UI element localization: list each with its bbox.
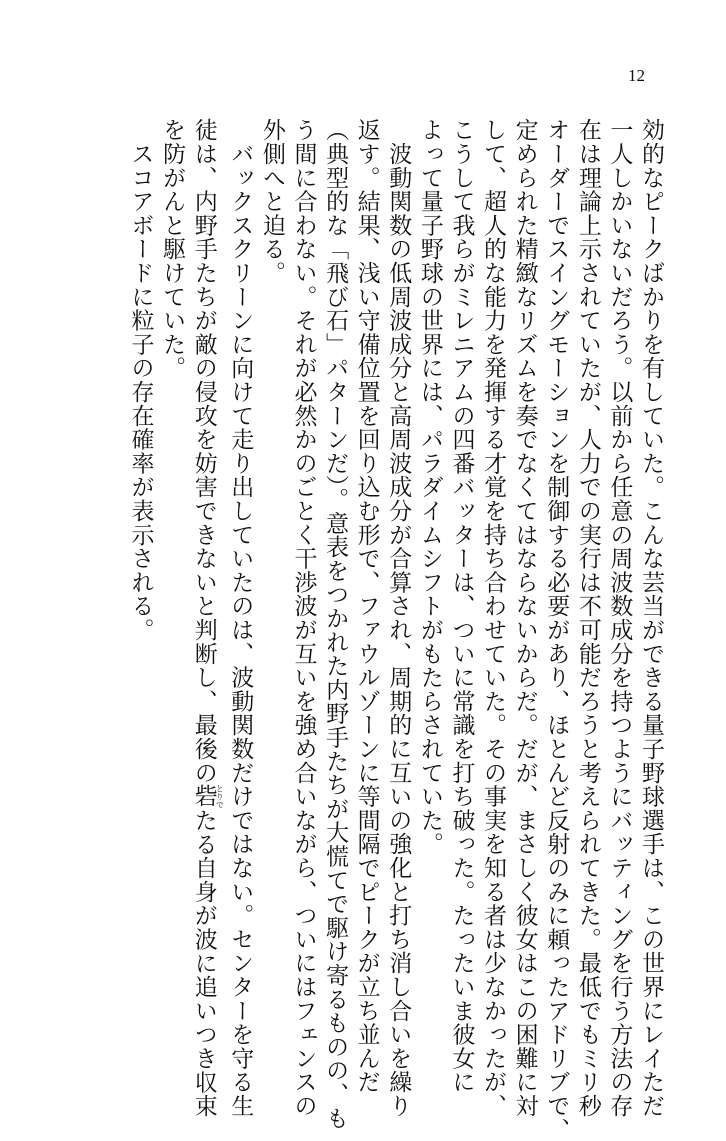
text-line-with-ruby	[187, 118, 225, 1118]
ruby-reading: とりで	[215, 784, 225, 809]
text-line: 効的なピークばかりを有していた。こんな芸当ができる量子野球選手は、この世界にレイただ	[638, 118, 664, 1118]
text-line: 一人しかいないだろう。以前から任意の周波数成分を持つようにバッティングを行う方法の存	[606, 118, 633, 1118]
body-text	[124, 118, 666, 1141]
text-line: スコアボードに粒子の存在確率が表示される。	[127, 118, 154, 642]
text-line: よって量子野球の世界には、パラダイムシフトがもたらされていた。	[416, 118, 443, 856]
text-line: 在は理論上示されていたが、人力での実行は不可能だろうと考えられてきた。最低でもミリ秒	[574, 118, 601, 1118]
text-line: 外側へと迫る。	[258, 118, 285, 285]
ruby-annotation	[190, 784, 225, 809]
text-segment: たる自身が波に追いつき収束	[190, 808, 217, 1118]
text-line: して、超人的な能力を発揮する才覚を持ち合わせていた。その事実を知る者は少なかったが、	[480, 118, 507, 1118]
text-line: 返す。結果、浅い守備位置を回り込む形で、ファウルゾーンに等間隔でピークが立ち並んだ	[353, 118, 380, 1094]
text-line: バックスクリーンに向けて走り出していたのは、波動関数だけではない。センターを守る生	[227, 118, 254, 1118]
text-line: オーダーでスイングモーションを制御する必要があり、ほとんど反射のみに頼ったアドリブで、	[543, 118, 570, 1141]
ruby-base: 砦	[190, 784, 217, 809]
text-line: 定められた精緻なリズムを奏でなくてはならないからだ。だが、まさしく彼女はこの困難に対	[511, 118, 538, 1118]
text-line: 波動関数の低周波成分と高周波成分が合算され、周期的に互いの強化と打ち消し合いを繰り	[385, 118, 412, 1118]
text-line: を防がんと駆けていた。	[159, 118, 186, 380]
text-line: う間に合わない。それが必然かのごとく干渉波が互いを強め合いながら、ついにはフェンスの	[290, 118, 317, 1118]
text-line: （典型的な「飛び石」パターンだ）。意表をつかれた内野手たちが大慌てで駆け寄るものの、も	[322, 118, 349, 1130]
text-segment: 徒は、内野手たちが敵の侵攻を妨害できないと判断し、最後の	[190, 118, 217, 785]
text-line: こうして我らがミレニアムの四番バッターは、ついに常識を打ち破った。たったいま彼女に	[448, 118, 475, 1094]
page-number: 12	[628, 66, 645, 85]
